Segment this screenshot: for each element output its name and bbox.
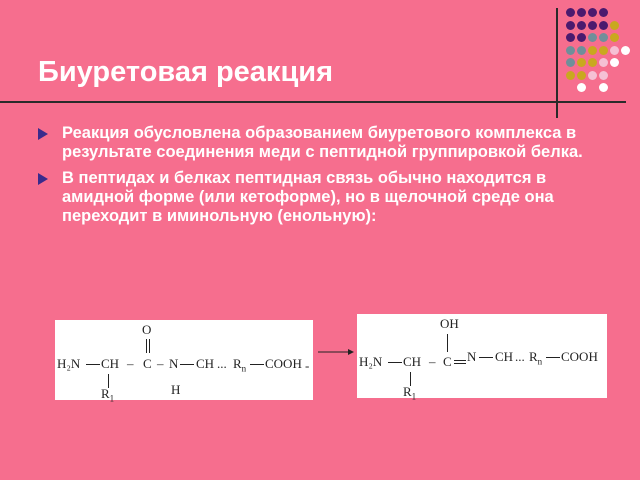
bond-line [250, 364, 264, 365]
decorative-dot [599, 21, 608, 30]
bond-dash: – [157, 356, 164, 371]
carbon-label: C [443, 354, 452, 369]
rn-label: $R_n$ [233, 356, 247, 374]
hydroxyl-label: OH [440, 316, 459, 331]
hydrogen-label: H [171, 382, 181, 397]
amino-group-label: H₂N [359, 354, 383, 369]
ellipsis: ... [217, 356, 227, 371]
bullet-arrow-icon [38, 173, 48, 185]
amino-group-label: H₂N [57, 356, 81, 371]
amide-formula [55, 320, 313, 404]
decorative-dot [577, 58, 586, 67]
double-bond-line [146, 339, 147, 353]
iminol-formula [357, 314, 607, 402]
decorative-horizontal-line [0, 101, 626, 103]
decorative-dot [566, 21, 575, 30]
bond-line [546, 357, 560, 358]
ch2-label: CH [495, 349, 514, 364]
decorative-dot [610, 46, 619, 55]
decorative-dot [588, 58, 597, 67]
decorative-dot [599, 58, 608, 67]
double-bond-line [149, 339, 150, 353]
decorative-dot [577, 33, 586, 42]
nitrogen-label: N [169, 356, 179, 371]
nitrogen-label: N [467, 349, 477, 364]
decorative-dot [599, 46, 608, 55]
decorative-dot [566, 58, 575, 67]
reaction-arrow-icon [318, 347, 354, 357]
decorative-dot [610, 58, 619, 67]
bullet-list [38, 124, 593, 233]
bond-line [479, 357, 493, 358]
decorative-dot-grid [566, 8, 636, 104]
decorative-dot [599, 83, 608, 92]
decorative-dot [577, 21, 586, 30]
bond-line [447, 334, 448, 352]
decorative-dot [566, 33, 575, 42]
decorative-dot [566, 8, 575, 17]
decorative-dot [588, 8, 597, 17]
ch2-label: CH [196, 356, 215, 371]
rn-label: $R_n$ [529, 349, 543, 367]
decorative-dot [621, 46, 630, 55]
bond-line [86, 364, 100, 365]
bullet-arrow-icon [38, 128, 48, 140]
double-bond-line [454, 360, 466, 361]
decorative-dot [610, 33, 619, 42]
decorative-dot [566, 46, 575, 55]
ch-label: CH [403, 354, 422, 369]
slide-title: Биуретовая реакция [38, 56, 334, 88]
decorative-dot [577, 8, 586, 17]
ellipsis: ... [515, 349, 525, 364]
bond-line [180, 364, 194, 365]
bond-line [388, 362, 402, 363]
bullet-item [38, 124, 593, 162]
decorative-dot [566, 71, 575, 80]
bond-dash: – [127, 356, 134, 371]
trailing-dash: - [305, 358, 310, 373]
bullet-text: В пептидах и белках пептидная связь обычно находится в амидной форме (или кетоформе), но в щелочной среде она переходит в иминольную (енольную): [62, 169, 554, 225]
decorative-dot [588, 71, 597, 80]
r1-label: $R_1$ [101, 386, 115, 404]
cooh-label: COOH [265, 356, 302, 371]
decorative-dot [599, 71, 608, 80]
decorative-dot [610, 21, 619, 30]
carbon-label: C [143, 356, 152, 371]
double-bond-line [454, 363, 466, 364]
decorative-dot [577, 83, 586, 92]
oxygen-label: O [142, 322, 152, 337]
bond-dash: – [429, 354, 436, 369]
decorative-dot [599, 33, 608, 42]
bullet-text: Реакция обусловлена образованием биуретового комплекса в результате соединения меди с пептидной группировкой белка. [62, 124, 583, 161]
ch-label: CH [101, 356, 120, 371]
r1-label: $R_1$ [403, 384, 417, 402]
bullet-item [38, 169, 593, 226]
cooh-label: COOH [561, 349, 598, 364]
decorative-dot [588, 21, 597, 30]
decorative-dot [588, 33, 597, 42]
decorative-dot [599, 8, 608, 17]
decorative-dot [577, 46, 586, 55]
decorative-dot [588, 46, 597, 55]
decorative-dot [577, 71, 586, 80]
